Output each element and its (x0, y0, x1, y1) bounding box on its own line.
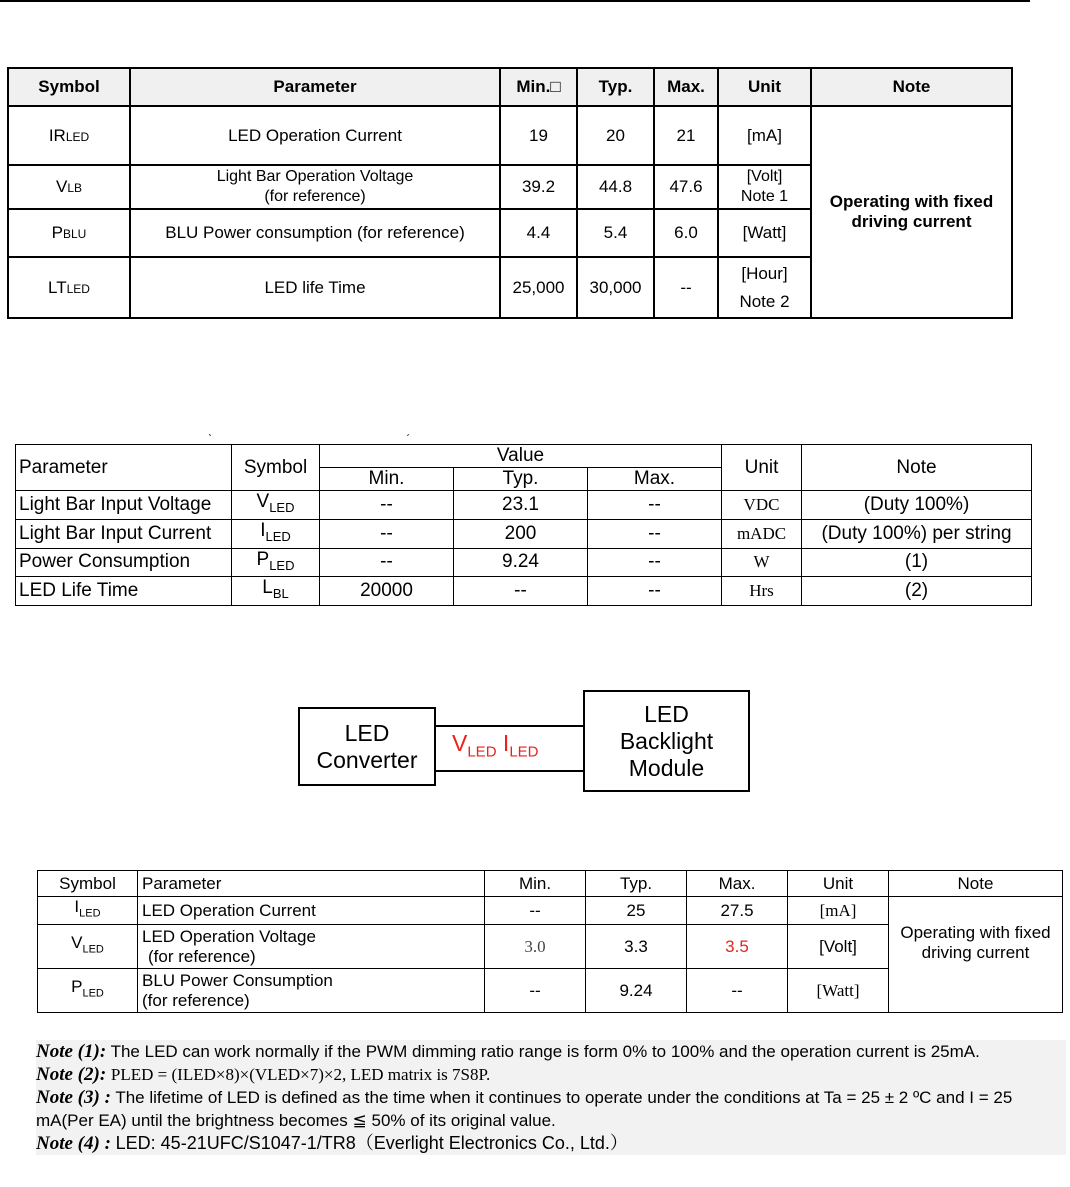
box-label: LED (644, 700, 689, 727)
note-label: Note (1): (36, 1041, 107, 1062)
typ-cell: 23.1 (454, 491, 588, 520)
min-cell: 39.2 (500, 165, 577, 209)
unit-cell: [mA] (718, 106, 811, 164)
param-cell: Light Bar Input Current (16, 519, 232, 548)
unit-cell (718, 257, 811, 318)
table-header-row (38, 871, 1063, 897)
unit-cell: mADC (722, 519, 802, 548)
table-row (16, 519, 1032, 548)
col-note: Note (802, 445, 1032, 491)
symbol: P (51, 223, 63, 243)
led-backlight-box (583, 690, 750, 792)
box-label: Converter (316, 746, 418, 773)
col-min: Min. (485, 871, 586, 897)
stray-mark: ˊ (406, 432, 410, 446)
symbol-cell (8, 209, 130, 257)
note-cell: Operating with fixed driving current (889, 897, 1063, 1013)
symbol-sub: LED (79, 907, 101, 920)
light-bar-table (15, 444, 1032, 606)
min-cell: 3.0 (485, 925, 586, 969)
signal-sub: LED (467, 743, 497, 761)
typ-cell: 9.24 (586, 969, 687, 1013)
max-cell: 47.6 (654, 165, 718, 209)
wire-bottom (434, 770, 583, 772)
col-min: Min. (320, 468, 454, 491)
max-cell: 21 (654, 106, 718, 164)
min-cell: 25,000 (500, 257, 577, 318)
min-cell: 20000 (320, 577, 454, 606)
col-value: Value (320, 445, 722, 468)
table-row (38, 897, 1063, 925)
symbol: LT (48, 277, 67, 297)
max-cell: -- (588, 577, 722, 606)
stray-mark: ˋ (208, 432, 212, 446)
typ-cell: 9.24 (454, 548, 588, 577)
col-parameter: Parameter (130, 68, 500, 106)
param-line: Light Bar Operation Voltage (216, 167, 414, 185)
min-cell: -- (485, 897, 586, 925)
symbol-cell (8, 257, 130, 318)
max-cell: -- (654, 257, 718, 318)
col-note: Note (811, 68, 1012, 106)
signal-v: V (452, 730, 468, 756)
param-line: LED Operation Voltage (142, 926, 316, 946)
max-cell: -- (588, 548, 722, 577)
note-cell: (Duty 100%) per string (802, 519, 1032, 548)
param-cell: Power Consumption (16, 548, 232, 577)
unit-line: Note 1 (740, 187, 789, 205)
unit-cell: [Watt] (788, 969, 889, 1013)
unit-line: [Volt] (746, 167, 783, 185)
box-label: Module (628, 754, 705, 781)
unit-cell: VDC (722, 491, 802, 520)
min-cell: -- (320, 548, 454, 577)
col-typ: Typ. (454, 468, 588, 491)
symbol: I (260, 519, 266, 541)
col-typ: Typ. (577, 68, 654, 106)
param-cell (138, 969, 485, 1013)
param-cell: BLU Power consumption (for reference) (130, 209, 500, 257)
symbol: L (262, 577, 273, 599)
notes-block (36, 1040, 1066, 1155)
symbol-cell (232, 491, 320, 520)
led-converter-box (298, 707, 436, 786)
symbol: V (55, 176, 68, 196)
box-label: Backlight (619, 727, 714, 754)
symbol-cell (8, 106, 130, 164)
note-cell: (Duty 100%) (802, 491, 1032, 520)
typ-cell: -- (454, 577, 588, 606)
note-text: PLED = (ILED×8)×(VLED×7)×2, LED matrix is 7S8P. (110, 1065, 491, 1084)
typ-cell: 30,000 (577, 257, 654, 318)
note-label: Note (4) : (36, 1133, 111, 1154)
top-rule (0, 0, 1030, 2)
typ-cell: 3.3 (586, 925, 687, 969)
col-parameter: Parameter (16, 445, 232, 491)
table-header-row (8, 68, 1012, 106)
min-cell: -- (320, 491, 454, 520)
note-cell: (2) (802, 577, 1032, 606)
col-unit: Unit (788, 871, 889, 897)
signal-sub: LED (509, 743, 539, 761)
unit-cell: [Volt] (788, 925, 889, 969)
note-3 (36, 1086, 1066, 1132)
col-unit: Unit (722, 445, 802, 491)
min-cell: 4.4 (500, 209, 577, 257)
typ-cell: 25 (586, 897, 687, 925)
symbol-sub: LED (65, 129, 90, 144)
note-text: The lifetime of LED is defined as the time when it continues to operate under the conditions at Ta = 25 ± 2 ºC and I = 25 mA(Per EA) until the brightness becomes ≦ 50% of its original value. (36, 1088, 1013, 1130)
note-label: Note (2): (36, 1064, 107, 1085)
col-min: Min.□ (500, 68, 577, 106)
box-label: LED (344, 719, 390, 746)
symbol: IR (48, 125, 66, 145)
param-cell: LED Life Time (16, 577, 232, 606)
param-cell: Light Bar Input Voltage (16, 491, 232, 520)
table-row (16, 577, 1032, 606)
min-cell: 19 (500, 106, 577, 164)
led-operation-table (37, 870, 1063, 1013)
table-row (8, 106, 1012, 164)
symbol: P (256, 548, 270, 570)
max-cell: 6.0 (654, 209, 718, 257)
symbol-sub: BLU (63, 227, 87, 242)
col-parameter: Parameter (138, 871, 485, 897)
param-line: (for reference) (264, 187, 366, 205)
note-1 (36, 1040, 1066, 1063)
unit-cell: Hrs (722, 577, 802, 606)
symbol-cell (232, 519, 320, 548)
col-max: Max. (588, 468, 722, 491)
max-cell: 27.5 (687, 897, 788, 925)
col-max: Max. (654, 68, 718, 106)
note-cell: Operating with fixed driving current (811, 106, 1012, 318)
param-line: BLU Power Consumption (142, 970, 333, 990)
symbol-sub: LED (82, 987, 104, 1000)
symbol-cell (38, 897, 138, 925)
symbol-sub: LED (66, 281, 90, 296)
symbol-cell (8, 165, 130, 209)
unit-cell: [Watt] (718, 209, 811, 257)
symbol: V (71, 933, 83, 953)
signal-i: I (502, 730, 510, 756)
col-symbol: Symbol (38, 871, 138, 897)
symbol-sub: LED (269, 499, 295, 515)
typ-cell: 44.8 (577, 165, 654, 209)
symbol: V (256, 491, 270, 512)
wire-top (434, 725, 583, 727)
param-cell (130, 165, 500, 209)
symbol-cell (232, 548, 320, 577)
max-cell: -- (687, 969, 788, 1013)
unit-line: Note 2 (739, 291, 790, 311)
note-label: Note (3) : (36, 1087, 111, 1108)
typ-cell: 200 (454, 519, 588, 548)
param-cell: LED Operation Current (138, 897, 485, 925)
min-cell: -- (320, 519, 454, 548)
col-typ: Typ. (586, 871, 687, 897)
symbol-cell (38, 969, 138, 1013)
param-cell: LED life Time (130, 257, 500, 318)
symbol-sub: LED (265, 528, 291, 544)
param-line: (for reference) (142, 990, 250, 1010)
col-max: Max. (687, 871, 788, 897)
led-bar-table (7, 67, 1013, 319)
max-cell: -- (588, 519, 722, 548)
note-4 (36, 1132, 1066, 1155)
table-row (16, 491, 1032, 520)
col-symbol: Symbol (232, 445, 320, 491)
symbol-sub: LED (269, 557, 295, 573)
col-symbol: Symbol (8, 68, 130, 106)
unit-cell: W (722, 548, 802, 577)
symbol: P (71, 977, 83, 997)
symbol: I (74, 897, 80, 917)
param-cell: LED Operation Current (130, 106, 500, 164)
max-cell: -- (588, 491, 722, 520)
param-cell (138, 925, 485, 969)
symbol-cell (232, 577, 320, 606)
note-text: The LED can work normally if the PWM dimming ratio range is form 0% to 100% and the operation current is 25mA. (110, 1042, 980, 1061)
table-header-row (16, 445, 1032, 468)
max-cell: 3.5 (687, 925, 788, 969)
symbol-cell (38, 925, 138, 969)
note-cell: (1) (802, 548, 1032, 577)
note-text: LED: 45-21UFC/S1047-1/TR8（Everlight Electronics Co., Ltd.） (115, 1133, 628, 1153)
symbol-sub: LB (67, 180, 83, 195)
min-cell: -- (485, 969, 586, 1013)
col-note: Note (889, 871, 1063, 897)
note-2 (36, 1063, 1066, 1086)
unit-line: [Hour] (741, 263, 788, 283)
typ-cell: 5.4 (577, 209, 654, 257)
table-row (16, 548, 1032, 577)
symbol-sub: LED (82, 943, 104, 956)
param-line: (for reference) (148, 946, 256, 966)
unit-cell: [mA] (788, 897, 889, 925)
typ-cell: 20 (577, 106, 654, 164)
unit-cell (718, 165, 811, 209)
signal-label (452, 730, 539, 761)
symbol-sub: BL (272, 586, 289, 602)
col-unit: Unit (718, 68, 811, 106)
